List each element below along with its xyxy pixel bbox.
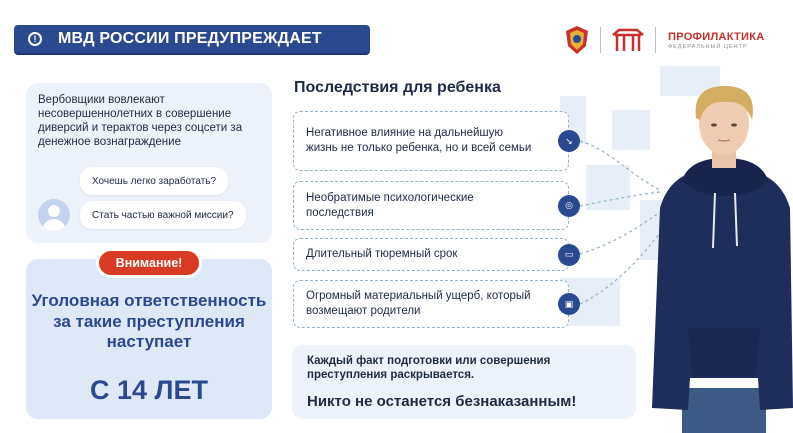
warning-age: С 14 ЛЕТ [90,375,208,405]
alert-icon: ! [28,32,42,46]
consequence-item [293,181,573,230]
chat-bubble-text: Стать частью важной миссии? [92,209,234,221]
consequence-item [293,111,573,171]
consequence-item [293,280,574,328]
trend-down-icon: ↘ [558,130,580,152]
consequence-text: Длительный тюремный срок [306,248,458,260]
logo-subtitle: ФЕДЕРАЛЬНЫЙ ЦЕНТР [668,43,748,50]
consequence-text: Необратимые психологические последствия [306,191,474,219]
warning-text: Уголовная ответственность за такие преступления наступает [31,291,267,351]
consequence-text: Огромный материальный ущерб, который возмещают родители [306,290,531,317]
teenager-photo [630,78,793,433]
recruitment-intro: Вербовщики вовлекают несовершеннолетних в совершение диверсий и терактов через соцсети за денежное вознаграждение [38,94,243,148]
wallet-icon: ▣ [558,293,580,315]
page-title: МВД РОССИИ ПРЕДУПРЕЖДАЕТ [58,30,322,47]
warning-badge: Внимание! [99,251,199,275]
footer-card [292,345,636,419]
consequence-text: Негативное влияние на дальнейшую жизнь не только ребенка, но и всей семьи [306,127,532,154]
calendar-icon: ▭ [558,244,580,266]
consequence-item [293,238,574,271]
chat-bubble-text: Хочешь легко заработать? [92,175,217,187]
brain-icon: ◎ [558,195,580,217]
footer-statement: Каждый факт подготовки или совершения преступления раскрывается. [307,355,551,381]
logo-name: ПРОФИЛАКТИКА [668,30,765,43]
consequences-title: Последствия для ребенка [294,79,501,96]
footer-slogan: Никто не останется безнаказанным! [307,393,577,410]
